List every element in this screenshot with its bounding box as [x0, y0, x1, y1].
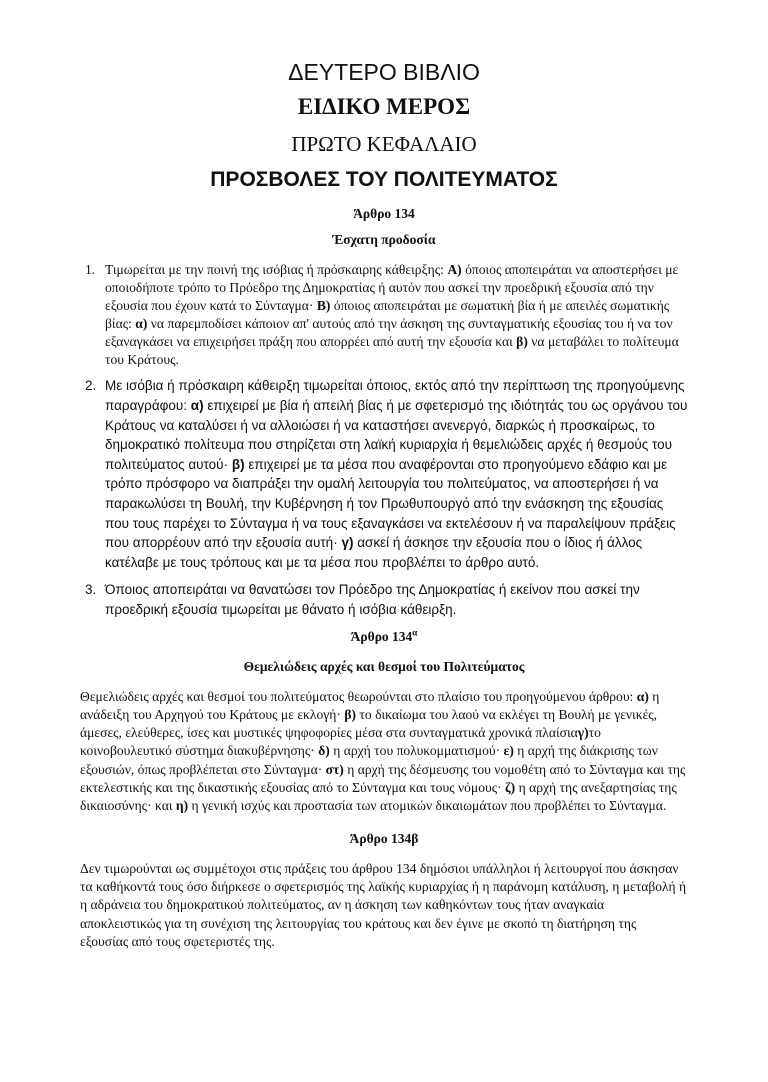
article-134a-heading-text: Άρθρο 134 [350, 628, 413, 644]
clause-marker: α) [190, 398, 204, 414]
article-134-paragraphs [80, 261, 688, 620]
book-title: ΔΕΥΤΕΡΟ ΒΙΒΛΙΟ [288, 59, 480, 85]
clause-marker: ζ) [505, 780, 516, 796]
clause-marker: στ) [325, 761, 344, 777]
paragraph-text: επιχειρεί με τα μέσα που αναφέρονται στο προηγούμενο εδάφιο και με τρόπο πρόσφορο να διαπράξει την ομαλή λειτουργία του πολιτεύματος, να αποστερήσει ή να παρακωλύσει τη Βουλή, την Κυβέρνηση ή τον Πρωθυπουργό από την ενάσκηση της εξουσίας που τους παρέχει το Σύνταγμα ή να τους εξαναγκάσει να εκτελέσουν ή να παραλείψουν πράξεις που απορρέουν από την εξουσία αυτή· [105, 456, 676, 551]
article-134a-body [80, 688, 688, 816]
paragraph-text: να παρεμποδίσει κάποιον απ' αυτούς από την άσκηση της συνταγματικής εξουσίας του ή να τον εξαναγκάσει να επιχειρήσει πράξη που απορρέει από αυτή την εξουσία και [105, 315, 673, 349]
article-134a-subtitle: Θεμελιώδεις αρχές και θεσμοί του Πολιτεύματος [243, 658, 525, 674]
chapter-heading: ΠΡΟΣΒΟΛΕΣ ΤΟΥ ΠΟΛΙΤΕΥΜΑΤΟΣ [210, 168, 558, 191]
paragraph-number: 3. [85, 582, 97, 598]
clause-marker: α) [135, 315, 148, 331]
article-134b-body: Δεν τιμωρούνται ως συμμέτοχοι στις πράξεις του άρθρου 134 δημόσιοι υπάλληλοι ή λειτουργοί που άσκησαν τα καθήκοντά τους όσο διήρκεσε ο σφετερισμός της λαϊκής κυριαρχίας ή η παράνομη κατάλυση, η μεταβολή ή η αδράνεια του δημοκρατικού πολιτεύματος, αν η άσκηση των καθηκόντων τους ήταν αναγκαία αποκλειστικώς για τη συνέχιση της λειτουργίας του κράτους και δεν έγινε με σκοπό τη διατήρηση της εξουσίας από τους σφετεριστές της. [80, 860, 687, 949]
clause-marker: Α) [447, 262, 462, 277]
paragraph-text: η αρχή της διάκρισης των εξουσιών, όπως προβλέπεται στο Σύνταγμα· [80, 743, 658, 777]
paragraph-number: 2. [85, 378, 97, 394]
article-134b-heading: Άρθρο 134β [349, 830, 419, 846]
paragraph-text: το δικαίωμα του λαού να εκλέγει τη Βουλή με γενικές, άμεσες, ελεύθερες, ίσες και μυστικές ψηφοφορίες μέσα στα συνταγματικά χρονικά πλαίσια [80, 706, 658, 741]
clause-marker: δ) [318, 743, 330, 759]
chapter-title: ΠΡΩΤΟ ΚΕΦΑΛΑΙΟ [291, 132, 477, 156]
paragraph-text: ασκεί ή άσκησε την εξουσία που ο ίδιος ή άλλος κατέλαβε με τους τρόπους και με τα μέσα που προβλέπει το άρθρο αυτό. [105, 535, 643, 570]
paragraph-text: η αρχή της ανεξαρτησίας της δικαιοσύνης· και [80, 780, 677, 814]
clause-marker: β) [516, 333, 528, 349]
clause-marker: γ) [341, 535, 354, 551]
paragraph-text: η αρχή της δέσμευσης του νομοθέτη από το Σύνταγμα και της εκτελεστικής και της δικαστικής εξουσίας από το Σύνταγμα και τους νόμους· [80, 761, 686, 796]
paragraph-3 [80, 580, 688, 619]
paragraph-text: επιχειρεί με βία ή απειλή βίας ή με σφετερισμό της ιδιότητάς του ως οργάνου του Κράτους να καταλύσει ή να αλλοιώσει ή να καταστήσει ανενεργό, διαρκώς ή προσκαίρως, το δημοκρατικό πολίτευμα που στηρίζεται στη λαϊκή κυριαρχία ή θεμελιώδεις αρχές ή θεσμούς του πολιτεύματος αυτού· [105, 398, 688, 472]
paragraph-text: όποιος αποπειράται να αποστερήσει με οποιοδήποτε τρόπο το Πρόεδρο της Δημοκρατίας ή αυτόν που ασκεί την προεδρική εξουσία από την εξουσία που έχουν κατά το Σύνταγμα· [105, 262, 679, 313]
clause-marker: ε) [503, 743, 514, 759]
paragraph-2 [80, 376, 688, 572]
paragraph-text: το κοινοβουλευτικό σύστημα διακυβέρνησης· [80, 725, 601, 759]
paragraph-text: να μεταβάλει το πολίτευμα του Κράτους. [105, 333, 679, 367]
document-page [0, 58, 768, 1082]
paragraph-text: Με ισόβια ή πρόσκαιρη κάθειρξη τιμωρείται όποιος, εκτός από την περίπτωση της προηγούμενης παραγράφου: [105, 378, 685, 414]
article-134-subtitle: Έσχατη προδοσία [332, 232, 436, 247]
paragraph-text: η αρχή του πολυκομματισμού· [329, 743, 504, 759]
clause-marker: γ) [577, 725, 589, 741]
paragraph-text: Όποιος αποπειράται να θανατώσει τον Πρόεδρο της Δημοκρατίας ή εκείνον που ασκεί την προεδρική εξουσία τιμωρείται με θάνατο ή ισόβια κάθειρξη. [105, 582, 640, 617]
clause-marker: β) [344, 706, 357, 722]
clause-marker: Β) [316, 297, 331, 313]
paragraph-1 [80, 261, 688, 368]
part-title: ΕΙΔΙΚΟ ΜΕΡΟΣ [297, 94, 471, 119]
paragraph-text: η γενική ισχύς και προστασία των ατομικών δικαιωμάτων που προβλέπει το Σύνταγμα. [188, 798, 667, 814]
article-134a-heading [80, 628, 688, 646]
paragraph-text: η ανάδειξη του Αρχηγού του Κράτους με εκλογή· [80, 688, 660, 722]
clause-marker: η) [175, 798, 189, 814]
paragraph-text: όποιος αποπειράται με σωματική βία ή με απειλές σωματικής βίας: [105, 297, 670, 331]
article-134a-superscript: α [412, 627, 418, 638]
paragraph-text: Τιμωρείται με την ποινή της ισόβιας ή πρόσκαιρης κάθειρξης: [105, 262, 448, 277]
paragraph-text: Θεμελιώδεις αρχές και θεσμοί του πολιτεύματος θεωρούνται στο πλαίσιο του προηγούμενου άρθρου: [80, 688, 637, 704]
paragraph-number: 1. [85, 262, 96, 277]
clause-marker: β) [231, 456, 245, 472]
clause-marker: α) [636, 688, 649, 704]
article-134-heading: Άρθρο 134 [353, 206, 415, 221]
